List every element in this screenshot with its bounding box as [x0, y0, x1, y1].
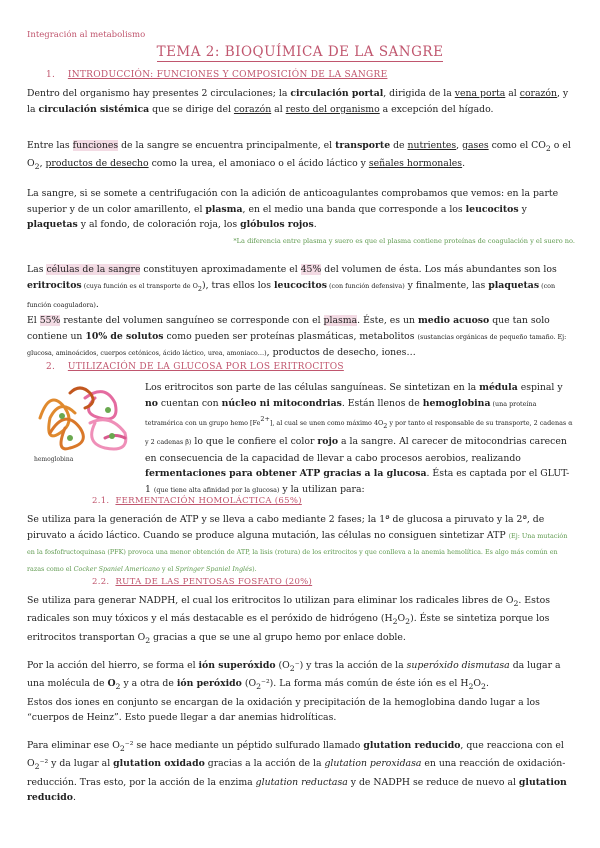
text-span: y: [518, 203, 527, 215]
text-span: leucocitos: [465, 203, 519, 215]
text-span: plaquetas: [488, 279, 540, 291]
text-span: ión superóxido: [198, 660, 276, 671]
subsection-2-1-heading: [92, 496, 302, 506]
text-span: Por la acción del hierro, se forma el: [27, 660, 199, 671]
text-span: gracias a la acción de la: [204, 758, 325, 770]
text-span: Los eritrocitos son parte de las células sanguíneas. Se sintetizan en la: [145, 382, 480, 393]
text-span: ,: [39, 158, 46, 170]
text-span: ⁻² se hace mediante un péptido sulfurado llamado: [124, 740, 364, 751]
text-span: células de la sangre: [46, 264, 141, 275]
text-span: y de NADPH se reduce de nuevo al: [347, 776, 519, 788]
text-span: del volumen de ésta. Los más abundantes son los: [321, 264, 557, 275]
text-span: , dirigida de la: [383, 88, 455, 99]
subsection-2-1-title: FERMENTACIÓN HOMOLÁCTICA (65%): [115, 496, 302, 506]
text-span: .: [313, 219, 317, 230]
text-span: plasma: [205, 203, 243, 215]
text-span: hemoglobina: [422, 397, 491, 409]
text-span: 2: [34, 762, 40, 772]
text-span: a la sangre. Al carecer de mitocondrias carecen en consecuencia de la capacidad de llevar a cabo procesos aerobios, realizando: [145, 436, 567, 464]
text-span: Dentro del organismo hay presentes 2 circulaciones; la: [27, 88, 291, 99]
text-span: El: [27, 315, 40, 327]
text-span: corazón: [519, 88, 558, 99]
text-span: 2: [405, 617, 411, 627]
text-span: .: [72, 792, 76, 804]
text-span: . Están llenos de: [341, 397, 423, 409]
section-2-title: UTILIZACIÓN DE LA GLUCOSA POR LOS ERITROCITOS: [67, 362, 344, 372]
text-span: restante del volumen sanguíneo se corresponde con el: [60, 315, 324, 327]
paragraph-functions: [27, 138, 575, 175]
text-span: circulación sistémica: [38, 103, 150, 115]
text-span: 2: [289, 663, 295, 673]
text-span: y al fondo, de coloración roja, los: [77, 219, 241, 230]
text-span: .: [485, 678, 489, 690]
text-span: ).: [252, 564, 257, 573]
paragraph-centrifugation: [27, 186, 575, 233]
text-span: que tan solo contiene un: [27, 315, 550, 342]
section-2-heading: [46, 362, 344, 372]
text-span: (una proteína tetramérica con un grupo hemo [Fe: [145, 399, 537, 428]
text-span: circulación portal: [290, 88, 384, 99]
text-span: fermentaciones para obtener ATP gracias a la glucosa: [145, 468, 427, 480]
text-span: La sangre, si se somete a centrifugación con la adición de anticoagulantes comprobamos que vemos: en la parte superior y de un color amarillento, el: [27, 188, 559, 215]
text-span: constituyen aproximadamente el: [140, 264, 301, 275]
text-span: O: [473, 678, 482, 690]
text-span: espinal y: [517, 382, 563, 393]
text-span: núcleo ni mitocondrias: [221, 397, 342, 409]
text-span: corazón: [233, 103, 272, 115]
text-span: ⁻² y da lugar al: [39, 758, 114, 770]
text-span: 2: [34, 162, 40, 172]
text-span: 2: [392, 617, 398, 627]
text-span: y el: [159, 564, 176, 573]
text-span: en una reacción de oxidación-reducción. Tras esto, por la acción de la enzima: [27, 758, 566, 788]
text-span: ión peróxido: [176, 678, 242, 690]
text-span: 2: [481, 682, 486, 692]
text-span: glutation peroxidasa: [324, 758, 422, 770]
text-span: Springer Spaniel Inglés: [175, 564, 253, 573]
text-span: 2: [119, 743, 125, 753]
text-span: y finalmente, las: [404, 279, 489, 291]
text-span: da lugar a una molécula de: [27, 660, 561, 690]
text-span: Estos dos iones en conjunto se encargan de la oxidación y precipitación de la hemoglobina dando lugar a los “cuerpos de Heinz”. Esto puede llegar a dar anemias hidrolíticas.: [27, 696, 540, 724]
text-span: nutrientes: [407, 140, 457, 151]
section-2-number: 2.: [46, 362, 56, 372]
text-span: ). Éste se sintetiza porque los eritrocitos transportan O: [27, 613, 550, 643]
text-span: al: [505, 88, 520, 99]
page-title: [0, 44, 600, 60]
text-span: de la sangre se encuentra principalmente, el: [118, 140, 336, 151]
text-span: , y la: [27, 88, 569, 115]
text-span: gases: [462, 140, 489, 151]
subsection-2-2-number: 2.2.: [92, 577, 110, 587]
text-span: 2: [545, 143, 551, 153]
text-span: 55%: [39, 315, 61, 327]
text-span: como el CO: [488, 140, 546, 151]
text-span: medio acuoso: [417, 315, 490, 327]
text-span: ), tras ellos los: [201, 279, 274, 291]
text-span: glóbulos rojos: [240, 219, 314, 230]
text-span: O: [107, 678, 116, 690]
text-span: funciones: [72, 140, 119, 151]
text-span: Entre las: [27, 140, 73, 151]
text-span: 2: [256, 682, 262, 692]
text-span: 45%: [300, 264, 322, 275]
text-span: (O: [241, 678, 257, 690]
section-1-title: INTRODUCCIÓN: FUNCIONES Y COMPOSICIÓN DE LA SANGRE: [67, 70, 388, 80]
text-span: . Estos radicales son muy tóxicos y el más destacable es el peróxido de hidrógeno (H: [27, 595, 550, 625]
text-span: .: [95, 298, 99, 310]
text-span: 2: [145, 635, 151, 645]
text-span: 10% de solutos: [85, 330, 164, 342]
text-span: rojo: [317, 436, 339, 448]
text-span: Cocker Spaniel Americano: [73, 564, 160, 573]
paragraph-pentose-phosphate: [27, 593, 575, 648]
text-span: . Éste, es un: [357, 315, 418, 327]
text-span: 2: [513, 598, 519, 608]
course-header: Integración al metabolismo: [27, 30, 146, 40]
text-span: al: [271, 103, 286, 115]
text-span: y a otra de: [120, 678, 177, 690]
text-span: 2: [383, 421, 388, 430]
text-span: , que reacciona con el O: [27, 740, 564, 770]
text-span: cuentan con: [157, 397, 222, 409]
text-span: 2+: [260, 415, 270, 423]
text-span: ,: [456, 140, 463, 151]
paragraph-homolactic: [27, 512, 575, 577]
text-span: glutation reducido: [27, 776, 567, 804]
text-span: (O: [275, 660, 290, 671]
text-span: señales hormonales: [368, 158, 463, 170]
text-span: (cuya función es el transporte de O: [81, 281, 198, 290]
text-span: como pueden ser proteínas plasmáticas, metabolitos: [163, 330, 418, 342]
text-span: Las: [27, 264, 47, 275]
text-span: (Ej: Una mutación en la fosfofructoquinasa (PFK) provoca una menor obtención de ATP, la lisis (rotura) de los eritrocitos y que conlleva a la anemia hemolítica. Es algo más común en razas como el: [27, 531, 568, 573]
text-span: ⁻) y tras la acción de la: [294, 660, 407, 671]
text-span: médula: [479, 382, 518, 393]
text-span: de: [390, 140, 408, 151]
paragraph-erythrocytes: [145, 380, 575, 498]
hemoglobin-caption: hemoglobina: [34, 456, 74, 463]
paragraph-circulation: [27, 86, 575, 117]
text-span: y por tanto el responsable de su transporte, 2 cadenas α y 2 cadenas β): [145, 419, 573, 447]
plasma-serum-note: *La diferencia entre plasma y suero es que el plasma contiene proteínas de coagulación y el suero no.: [233, 237, 575, 245]
text-span: gracias a que se une al grupo hemo por enlace doble.: [150, 631, 406, 643]
text-span: superóxido dismutasa: [406, 660, 510, 671]
text-span: resto del organismo: [285, 103, 380, 115]
text-span: que se dirige del: [149, 103, 234, 115]
text-span: glutation reductasa: [255, 776, 348, 788]
text-span: lo que le confiere el color: [191, 436, 318, 448]
text-span: vena porta: [454, 88, 506, 99]
text-span: como la urea, el amoniaco o el ácido láctico y: [148, 158, 369, 170]
text-span: . Ésta es captada por el GLUT-1: [145, 468, 570, 495]
text-span: (con función coaguladora): [27, 281, 556, 309]
text-span: productos de desecho: [45, 158, 149, 170]
text-span: 2: [115, 682, 121, 692]
text-span: a excepción del hígado.: [379, 103, 494, 115]
text-span: (con función defensiva): [327, 281, 405, 290]
text-span: eritrocitos: [27, 279, 82, 291]
hemoglobin-image: [30, 378, 140, 458]
text-span: transporte: [335, 140, 391, 151]
page-title-text: TEMA 2: BIOQUÍMICA DE LA SANGRE: [156, 44, 444, 60]
text-span: , en el medio una banda que corresponde a los: [242, 203, 466, 215]
text-span: .: [462, 158, 466, 170]
text-span: , productos de desecho, iones…: [266, 347, 416, 359]
text-span: 2: [197, 284, 202, 293]
paragraph-glutathione: [27, 738, 575, 806]
subsection-2-1-number: 2.1.: [92, 496, 110, 506]
text-span: glutation oxidado: [113, 758, 205, 770]
text-span: leucocitos: [274, 279, 327, 291]
text-span: (que tiene alta afinidad por la glucosa): [153, 485, 280, 494]
text-span: 2: [468, 682, 474, 692]
text-span: ], al cual se unen como máximo 4O: [269, 419, 384, 428]
text-span: y la utilizan para:: [279, 483, 365, 495]
text-span: Se utiliza para generar NADPH, el cual los eritrocitos lo utilizan para eliminar los radicales libres de O: [27, 595, 514, 606]
subsection-2-2-title: RUTA DE LAS PENTOSAS FOSFATO (20%): [115, 577, 313, 587]
text-span: Se utiliza para la generación de ATP y se lleva a cabo mediante 2 fases; la 1ª de glucosa a piruvato y la 2ª, de piruvato a ácido láctico. Cuando se produce alguna mutación, las células no consiguen sintetizar ATP: [27, 514, 545, 541]
text-span: Para eliminar ese O: [27, 740, 120, 751]
text-span: plaquetas: [27, 219, 78, 230]
text-span: ⁻²). La forma más común de éste ión es el H: [261, 678, 469, 690]
text-span: (sustancias orgánicas de pequeño tamaño. Ej: glucosa, aminoácidos, cuerpos cetónicos, ácido láctico, urea, amoniaco…): [27, 332, 567, 358]
section-1-heading: [46, 70, 387, 80]
subsection-2-2-heading: [92, 577, 312, 587]
paragraph-superoxide: [27, 658, 575, 726]
paragraph-blood-cells: [27, 262, 575, 362]
text-span: O: [397, 613, 406, 625]
section-1-number: 1.: [46, 70, 56, 80]
text-span: no: [145, 397, 158, 409]
text-span: o el O: [27, 140, 571, 170]
text-span: glutation reducido: [363, 740, 461, 751]
text-span: plasma: [323, 315, 358, 327]
